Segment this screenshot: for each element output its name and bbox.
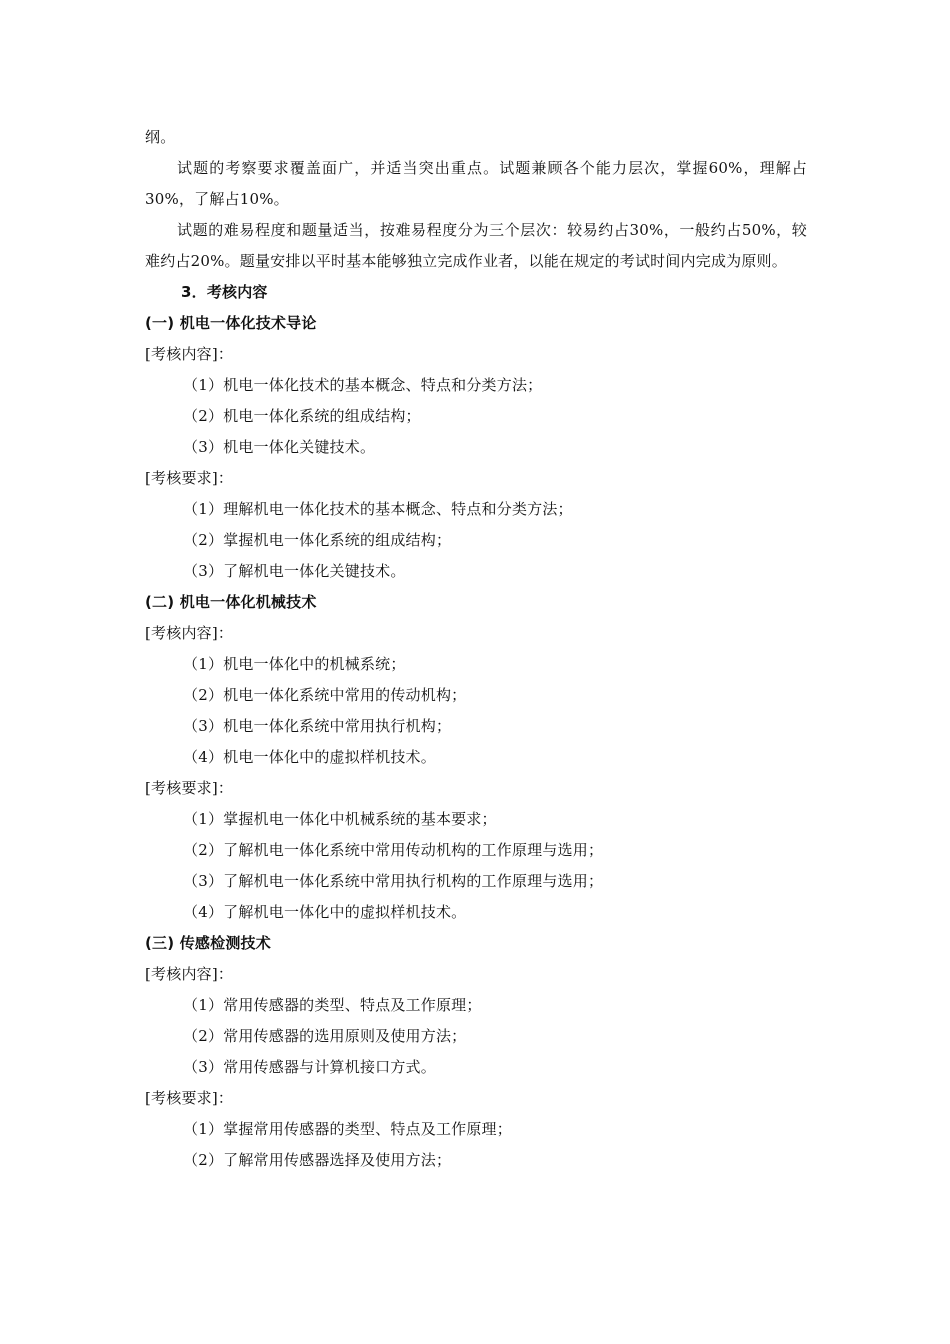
section-title: (一) 机电一体化技术导论 xyxy=(145,314,317,332)
paragraph-difficulty: 试题的难易程度和题量适当，按难易程度分为三个层次：较易约占30%，一般约占50%，较难约占20%。题量安排以平时基本能够独立完成作业者，以能在规定的考试时间内完成为原则。 xyxy=(145,221,807,270)
section-heading: 3．考核内容 xyxy=(181,283,268,301)
list-item: （4）了解机电一体化中的虚拟样机技术。 xyxy=(183,903,467,921)
list-item: （1）掌握机电一体化中机械系统的基本要求； xyxy=(183,810,497,828)
list-item: （2）了解机电一体化系统中常用传动机构的工作原理与选用； xyxy=(183,841,604,859)
list-item: （2）机电一体化系统的组成结构； xyxy=(183,407,421,425)
content-label: [考核内容]： xyxy=(145,965,234,983)
list-item: （3）常用传感器与计算机接口方式。 xyxy=(183,1058,436,1076)
list-item: （1）常用传感器的类型、特点及工作原理； xyxy=(183,996,482,1014)
list-item: （3）机电一体化关键技术。 xyxy=(183,438,376,456)
section-1 xyxy=(145,308,807,587)
document-page xyxy=(145,122,807,1176)
section-2 xyxy=(145,587,807,928)
requirement-label: [考核要求]： xyxy=(145,469,234,487)
section-3 xyxy=(145,928,807,1176)
list-item: （1）机电一体化技术的基本概念、特点和分类方法； xyxy=(183,376,543,394)
list-item: （1）掌握常用传感器的类型、特点及工作原理； xyxy=(183,1120,512,1138)
list-item: （2）机电一体化系统中常用的传动机构； xyxy=(183,686,467,704)
section-title: (三) 传感检测技术 xyxy=(145,934,271,952)
list-item: （1）机电一体化中的机械系统； xyxy=(183,655,406,673)
list-item: （1）理解机电一体化技术的基本概念、特点和分类方法； xyxy=(183,500,573,518)
list-item: （2）了解常用传感器选择及使用方法； xyxy=(183,1151,452,1169)
list-item: （2）常用传感器的选用原则及使用方法； xyxy=(183,1027,467,1045)
list-item: （3）了解机电一体化关键技术。 xyxy=(183,562,406,580)
content-label: [考核内容]： xyxy=(145,624,234,642)
requirement-label: [考核要求]： xyxy=(145,1089,234,1107)
content-label: [考核内容]： xyxy=(145,345,234,363)
paragraph-coverage: 试题的考察要求覆盖面广，并适当突出重点。试题兼顾各个能力层次，掌握60%，理解占30%，了解占10%。 xyxy=(145,159,807,208)
list-item: （3）了解机电一体化系统中常用执行机构的工作原理与选用； xyxy=(183,872,604,890)
requirement-label: [考核要求]： xyxy=(145,779,234,797)
continuation-text: 纲。 xyxy=(145,128,176,146)
list-item: （3）机电一体化系统中常用执行机构； xyxy=(183,717,452,735)
section-title: (二) 机电一体化机械技术 xyxy=(145,593,317,611)
list-item: （2）掌握机电一体化系统的组成结构； xyxy=(183,531,452,549)
list-item: （4）机电一体化中的虚拟样机技术。 xyxy=(183,748,436,766)
